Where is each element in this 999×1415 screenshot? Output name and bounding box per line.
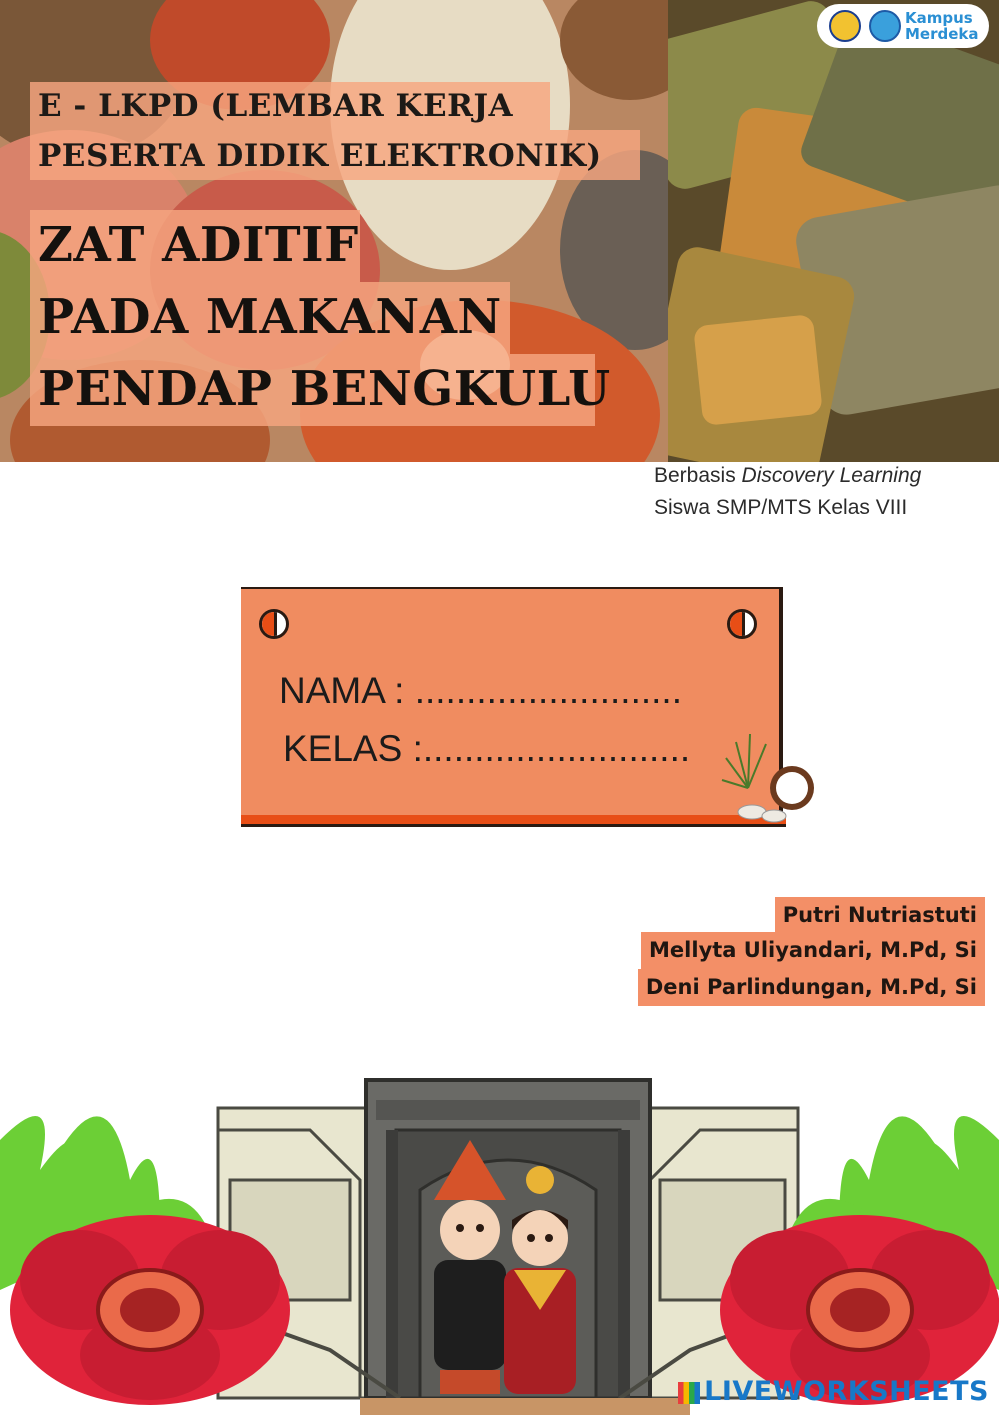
document-type-line1: E - LKPD (LEMBAR KERJA: [38, 88, 514, 124]
government-seal-logo: [829, 10, 861, 42]
title-line1: ZAT ADITIF: [38, 217, 359, 273]
title-line3: PENDAP BENGKULU: [38, 361, 611, 417]
student-info-card: [241, 587, 783, 821]
header-banner: [0, 0, 999, 462]
class-field[interactable]: KELAS :..........................: [283, 728, 691, 769]
tut-wuri-handayani-logo: [869, 10, 901, 42]
author-3: Deni Parlindungan, M.Pd, Si: [638, 969, 985, 1006]
author-2: Mellyta Uliyandari, M.Pd, Si: [641, 932, 985, 969]
kampus-logo-text: Kampus: [905, 9, 973, 27]
learning-model-method: Discovery Learning: [741, 464, 922, 487]
learning-model-prefix: Berbasis: [654, 464, 742, 487]
document-type-line2: PESERTA DIDIK ELEKTRONIK): [38, 138, 602, 174]
name-field[interactable]: NAMA : ..........................: [279, 670, 682, 711]
target-audience: Siswa SMP/MTS Kelas VIII: [654, 496, 908, 519]
liveworksheets-logo-icon: [678, 1382, 700, 1404]
coconut-icon: [718, 728, 818, 824]
pin-icon: [727, 609, 757, 639]
merdeka-logo-text: Merdeka: [905, 25, 979, 43]
card-bottom-strip: [241, 815, 786, 827]
author-1: Putri Nutriastuti: [775, 897, 985, 934]
liveworksheets-watermark[interactable]: [678, 1376, 989, 1407]
logo-group: [817, 4, 989, 48]
watermark-text: LIVEWORKSHEETS: [704, 1376, 989, 1407]
bengkulu-illustration: [0, 1060, 999, 1415]
learning-model: [654, 460, 921, 524]
title-line2: PADA MAKANAN: [38, 289, 502, 345]
pendap-food-photo: [668, 0, 999, 462]
pin-icon: [259, 609, 289, 639]
